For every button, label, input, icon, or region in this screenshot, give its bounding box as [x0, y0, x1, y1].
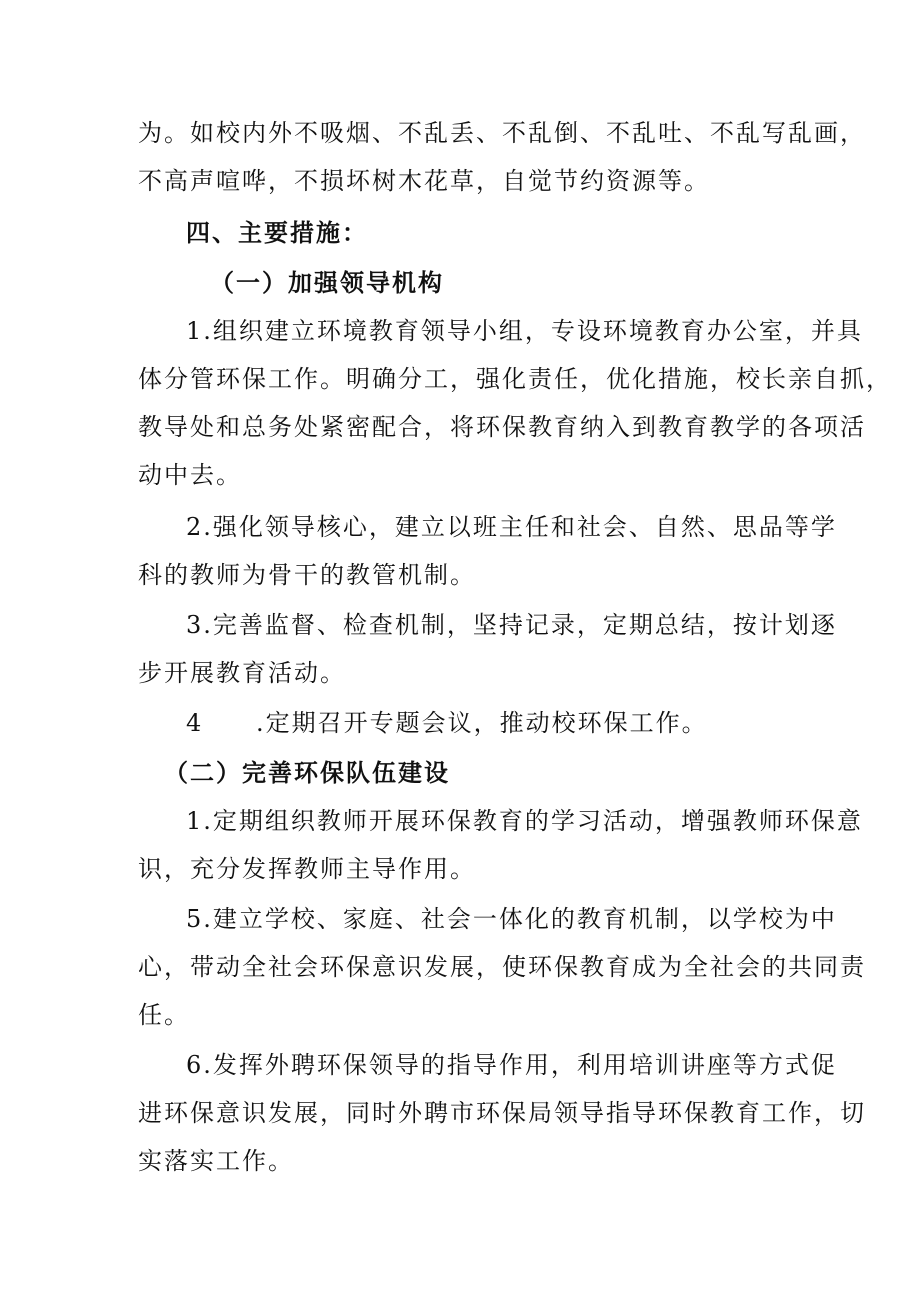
item-text: .建立学校、家庭、社会一体化的教育机制，以学校为中: [203, 905, 837, 933]
item-4-line-1: [186, 708, 708, 738]
intro-line-1: 为。如校内外不吸烟、不乱丢、不乱倒、不乱吐、不乱写乱画，: [138, 119, 866, 147]
item-6-line-2: 进环保意识发展，同时外聘市环保局领导指导环保教育工作，切: [138, 1099, 866, 1127]
item-text: .组织建立环境教育领导小组，专设环境教育办公室，并具: [203, 317, 863, 345]
item-1-line-4: 动中去。: [138, 461, 242, 489]
subsection-2-heading: （二）完善环保队伍建设: [164, 759, 450, 787]
item-number: 1: [186, 317, 204, 345]
subsection-1-heading: （一）加强领导机构: [210, 269, 444, 297]
item-number: 6: [186, 1051, 204, 1079]
item-1-line-2: 体分管环保工作。明确分工，强化责任，优化措施，校长亲自抓，: [138, 365, 892, 393]
item-text: 定期组织教师开展环保教育的学习活动，增强教师环保意: [212, 807, 863, 835]
item-5-line-3: 任。: [138, 1001, 190, 1029]
item-text: .发挥外聘环保领导的指导作用，利用培训讲座等方式促: [203, 1051, 837, 1079]
item-number: 4: [186, 709, 204, 737]
item-1-line-3: 教导处和总务处紧密配合，将环保教育纳入到教育教学的各项活: [138, 413, 866, 441]
intro-line-2: 不高声喧哗，不损坏树木花草，自觉节约资源等。: [138, 167, 710, 195]
item-s2-1-line-1: [186, 806, 863, 836]
item-number: 3: [186, 611, 204, 639]
section-heading: 四、主要措施：: [186, 219, 368, 247]
item-number: 5: [186, 905, 204, 933]
item-3-line-2: 步开展教育活动。: [138, 659, 346, 687]
item-text: .完善监督、检查机制，坚持记录，定期总结，按计划逐: [203, 611, 837, 639]
item-2-line-1: [186, 512, 837, 542]
item-s2-1-line-2: 识，充分发挥教师主导作用。: [138, 855, 476, 883]
item-number: 2: [186, 513, 204, 541]
item-text: .定期召开专题会议，推动校环保工作。: [256, 709, 708, 737]
item-3-line-1: [186, 610, 837, 640]
item-6-line-1: [186, 1050, 837, 1080]
item-5-line-2: 心，带动全社会环保意识发展，使环保教育成为全社会的共同责: [138, 953, 866, 981]
item-text: .强化领导核心，建立以班主任和社会、自然、思品等学: [203, 513, 837, 541]
item-5-line-1: [186, 904, 837, 934]
item-number: 1.: [186, 807, 213, 835]
item-2-line-2: 科的教师为骨干的教管机制。: [138, 561, 476, 589]
item-6-line-3: 实落实工作。: [138, 1147, 294, 1175]
item-1-line-1: [186, 316, 863, 346]
